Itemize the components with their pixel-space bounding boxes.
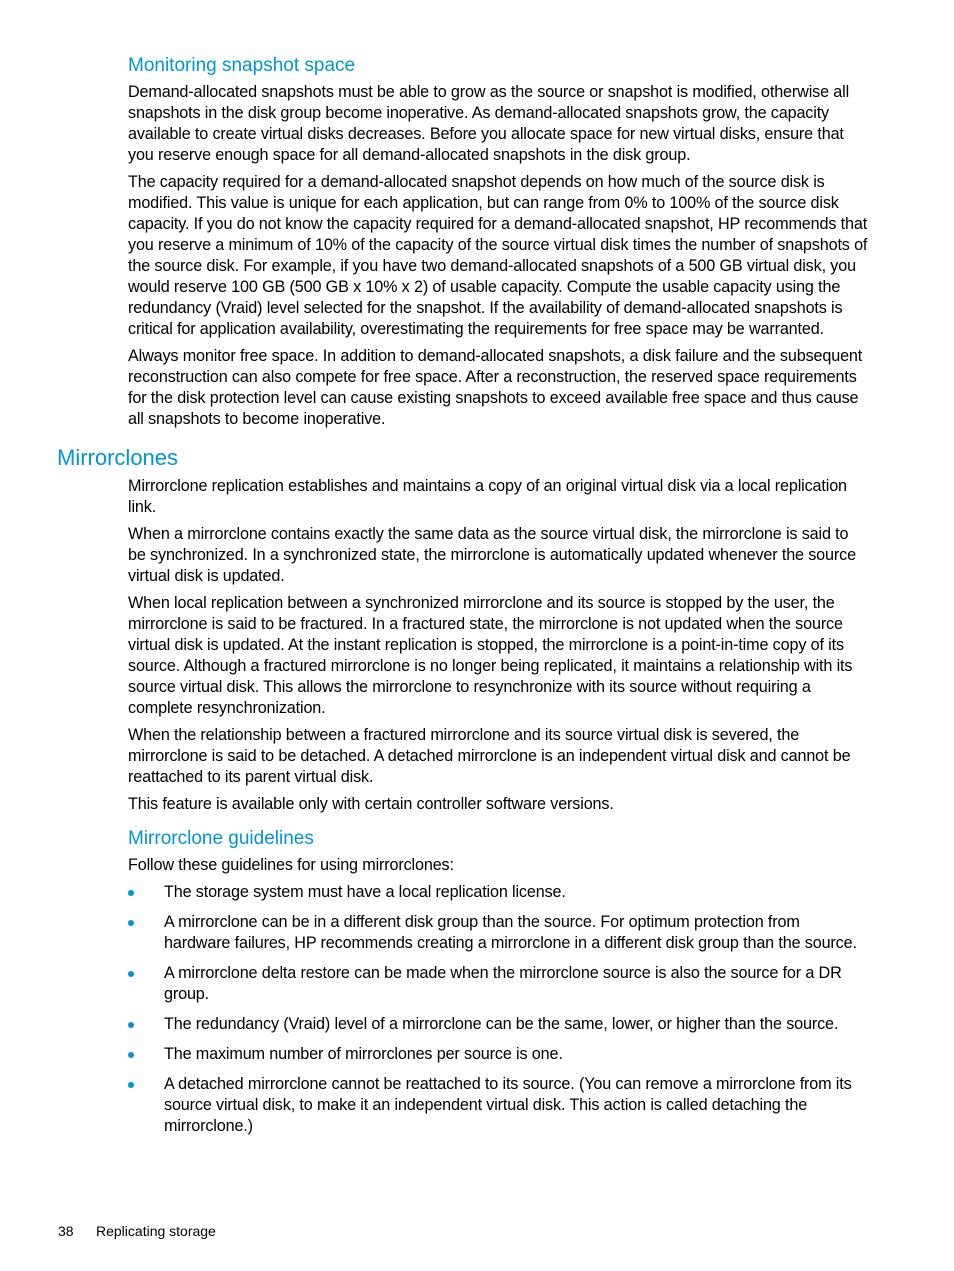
page-number: 38 — [58, 1223, 74, 1239]
monitoring-snapshot-space-heading: Monitoring snapshot space — [128, 55, 356, 76]
mirrorclones-paragraph-3: When local replication between a synchronized mirrorclone and its source is stopped by the user, the mirrorclone is said to be fractured. In a fractured state, the mirrorclone is not updated when the source virtual disk is updated. At the instant replication is stopped, the mirrorclone is a point-in-time copy of its source. Although a fractured mirrorclone is no longer being replicated, it maintains a relationship with its source virtual disk. This allows the mirrorclone to resynchronize with its source without requiring a complete resynchronization. — [128, 594, 853, 717]
guidelines-list — [128, 882, 870, 1137]
mirrorclones-paragraph-1: Mirrorclone replication establishes and maintains a copy of an original virtual disk via a local replication link. — [128, 477, 847, 516]
mirrorclones-paragraph-2: When a mirrorclone contains exactly the same data as the source virtual disk, the mirrorclone is said to be synchronized. In a synchronized state, the mirrorclone is automatically updated whenever the source virtual disk is updated. — [128, 525, 856, 585]
bullet-icon — [128, 920, 134, 926]
bullet-icon — [128, 890, 134, 896]
guideline-item — [128, 1074, 870, 1137]
monitoring-paragraph-3: Always monitor free space. In addition to demand-allocated snapshots, a disk failure and the subsequent reconstruction can also compete for free space. After a reconstruction, the reserved space requirements for the disk protection level can cause existing snapshots to exceed available free space and thus cause all snapshots to become inoperative. — [128, 347, 863, 428]
mirrorclones-heading: Mirrorclones — [57, 445, 179, 470]
monitoring-paragraph-1: Demand-allocated snapshots must be able to grow as the source or snapshot is modified, otherwise all snapshots in the disk group become inoperative. As demand-allocated snapshots grow, the capacity available to create virtual disks decreases. Before you allocate space for new virtual disks, ensure that you reserve enough space for all demand-allocated snapshots in the disk group. — [128, 83, 850, 164]
guideline-text: The maximum number of mirrorclones per source is one. — [164, 1045, 563, 1063]
guideline-text: The redundancy (Vraid) level of a mirrorclone can be the same, lower, or higher than the source. — [164, 1015, 839, 1033]
guideline-item — [128, 1044, 870, 1065]
guideline-text: The storage system must have a local replication license. — [164, 883, 566, 901]
page-footer — [58, 1222, 216, 1240]
mirrorclone-guidelines-heading: Mirrorclone guidelines — [128, 828, 314, 849]
bullet-icon — [128, 1082, 134, 1088]
monitoring-paragraph-2: The capacity required for a demand-allocated snapshot depends on how much of the source disk is modified. This value is unique for each application, but can range from 0% to 100% of the source disk capacity. If you do not know the capacity required for a demand-allocated snapshot, HP recommends that you reserve a minimum of 10% of the capacity of the source virtual disk times the number of snapshots of the source disk. For example, if you have two demand-allocated snapshots of a 500 GB virtual disk, you would reserve 100 GB (500 GB x 10% x 2) of usable capacity. Compute the usable capacity using the redundancy (Vraid) level selected for the snapshot. If the availability of demand-allocated snapshots is critical for application availability, overestimating the requirements for free space may be warranted. — [128, 173, 868, 338]
footer-section-title: Replicating storage — [96, 1223, 216, 1239]
bullet-icon — [128, 1052, 134, 1058]
guideline-text: A mirrorclone delta restore can be made when the mirrorclone source is also the source for a DR group. — [164, 964, 842, 1003]
guidelines-intro: Follow these guidelines for using mirrorclones: — [128, 856, 454, 874]
bullet-icon — [128, 1022, 134, 1028]
guideline-text: A detached mirrorclone cannot be reattached to its source. (You can remove a mirrorclone from its source virtual disk, to make it an independent virtual disk. This action is called detaching the mirrorclone.) — [164, 1075, 852, 1135]
guideline-text: A mirrorclone can be in a different disk group than the source. For optimum protection from hardware failures, HP recommends creating a mirrorclone in a different disk group than the source. — [164, 913, 857, 952]
mirrorclones-paragraph-4: When the relationship between a fractured mirrorclone and its source virtual disk is severed, the mirrorclone is said to be detached. A detached mirrorclone is an independent virtual disk and cannot be reattached to its parent virtual disk. — [128, 726, 851, 786]
guideline-item — [128, 1014, 870, 1035]
guideline-item — [128, 963, 870, 1005]
bullet-icon — [128, 971, 134, 977]
page-content — [57, 54, 870, 1146]
guideline-item — [128, 912, 870, 954]
guideline-item — [128, 882, 870, 903]
mirrorclones-paragraph-5: This feature is available only with certain controller software versions. — [128, 795, 614, 813]
